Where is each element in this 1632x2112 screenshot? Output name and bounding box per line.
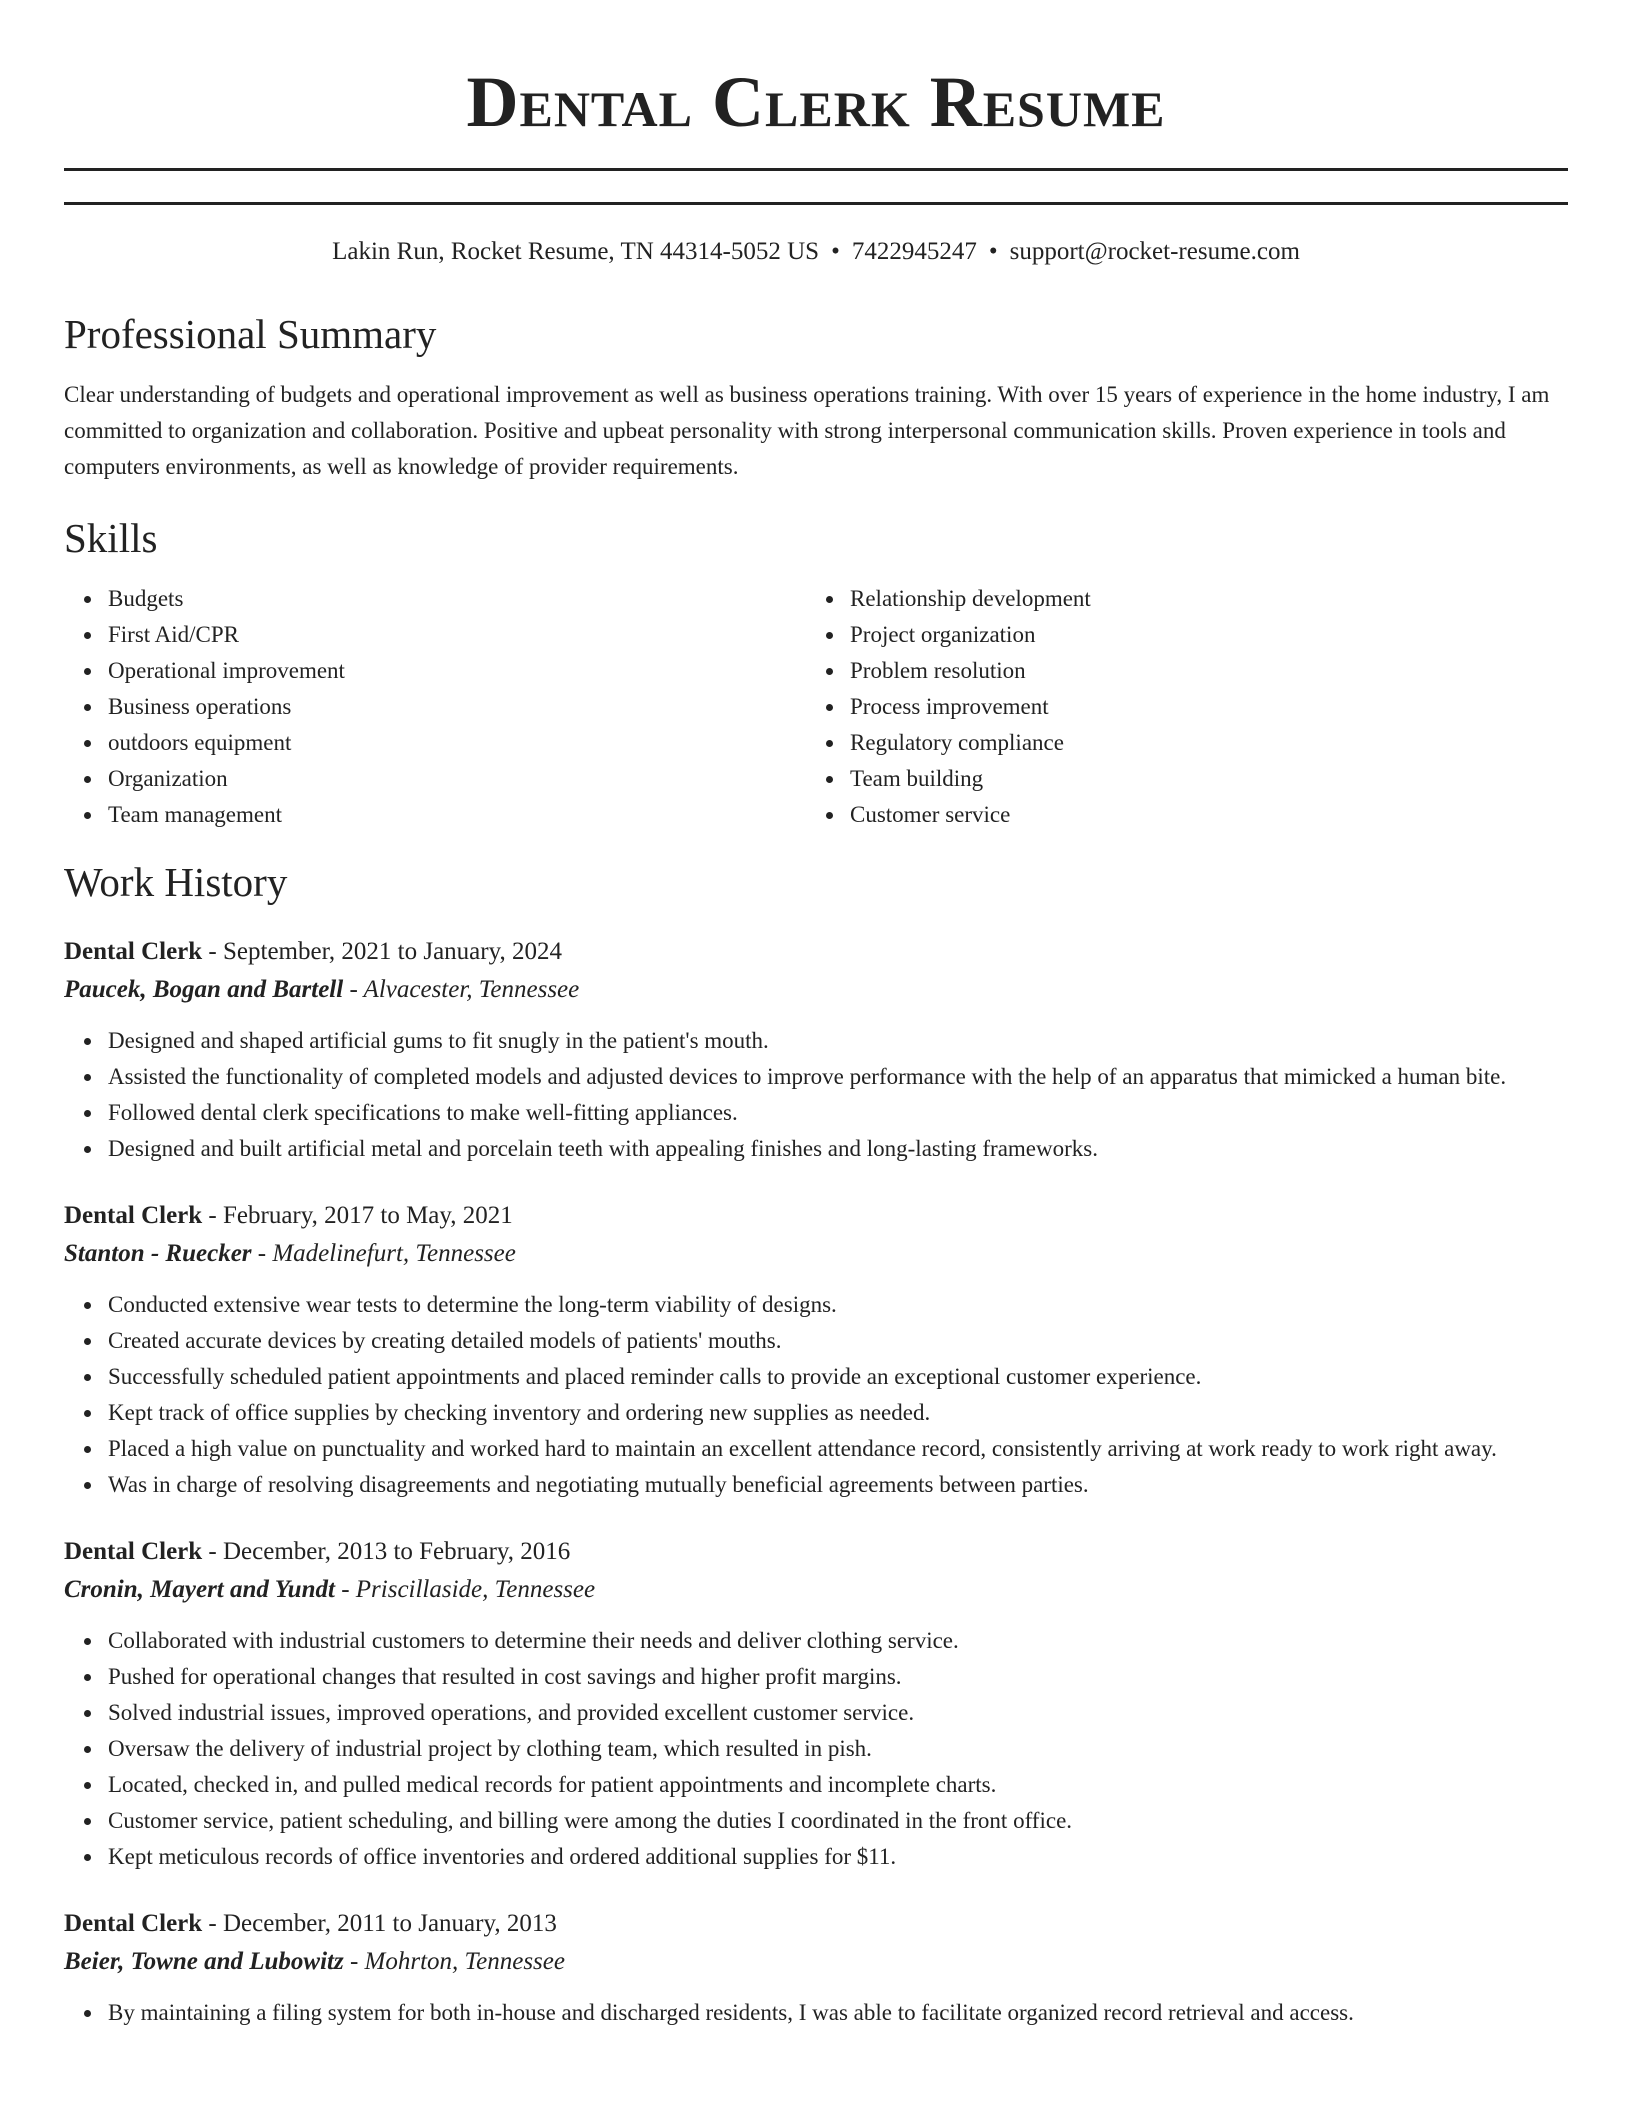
job-company-line: [64, 971, 1568, 1009]
list-item-text: First Aid/CPR: [108, 622, 240, 647]
list-item-text: Customer service: [850, 802, 1011, 827]
list-item-text: Oversaw the delivery of industrial project by clothing team, which resulted in pish.: [108, 1736, 872, 1761]
bullet-icon: [84, 596, 91, 603]
bullet-icon: [826, 812, 833, 819]
job-duties-list: [64, 1023, 1568, 1167]
bullet-icon: [84, 740, 91, 747]
job-location: - Alvacester, Tennessee: [343, 976, 580, 1003]
job-header: [64, 1905, 1568, 1943]
list-item-text: Kept meticulous records of office inventories and ordered additional supplies for $11.: [108, 1844, 897, 1869]
list-item-text: Designed and shaped artificial gums to fit snugly in the patient's mouth.: [108, 1028, 769, 1053]
list-item-text: Process improvement: [850, 694, 1049, 719]
job-duty-item: [108, 1287, 1568, 1323]
job-title: Dental Clerk: [64, 938, 203, 965]
bullet-icon: [826, 632, 833, 639]
skill-item: [850, 653, 1548, 689]
list-item-text: outdoors equipment: [108, 730, 292, 755]
contact-phone: 7422945247: [851, 238, 977, 265]
bullet-icon: [826, 704, 833, 711]
skill-item: [850, 761, 1548, 797]
job-duty-item: [108, 1767, 1568, 1803]
job-duty-item: [108, 1359, 1568, 1395]
resume-page: [64, 0, 1568, 2031]
job-title: Dental Clerk: [64, 1910, 203, 1937]
skill-item: [108, 617, 806, 653]
job-duties-list: [64, 1995, 1568, 2031]
skill-item: [108, 653, 806, 689]
job-entry: [64, 1905, 1568, 2031]
job-duty-item: [108, 1431, 1568, 1467]
list-item-text: Assisted the functionality of completed models and adjusted devices to improve performance with the help of an apparatus that mimicked a human bite.: [108, 1064, 1507, 1089]
job-duty-item: [108, 1467, 1568, 1503]
bullet-icon: [84, 1146, 91, 1153]
bullet-icon: [826, 596, 833, 603]
job-entry: [64, 1197, 1568, 1503]
skills-column-right: [806, 581, 1548, 833]
bullet-icon: [84, 1302, 91, 1309]
bullet-icon: [826, 668, 833, 675]
contact-line: [64, 237, 1568, 267]
job-company: Cronin, Mayert and Yundt: [64, 1576, 335, 1603]
bullet-icon: [84, 704, 91, 711]
job-title: Dental Clerk: [64, 1202, 203, 1229]
job-duty-item: [108, 1323, 1568, 1359]
job-duty-item: [108, 1095, 1568, 1131]
skill-item: [108, 689, 806, 725]
job-duty-item: [108, 1803, 1568, 1839]
skill-item: [108, 581, 806, 617]
job-header: [64, 1197, 1568, 1235]
list-item-text: Created accurate devices by creating detailed models of patients' mouths.: [108, 1328, 782, 1353]
work-history-heading: Work History: [64, 859, 288, 905]
list-item-text: Kept track of office supplies by checking inventory and ordering new supplies as needed.: [108, 1400, 931, 1425]
bullet-icon: [84, 632, 91, 639]
job-entry: [64, 1533, 1568, 1875]
list-item-text: Located, checked in, and pulled medical records for patient appointments and incomplete charts.: [108, 1772, 997, 1797]
job-duty-item: [108, 1059, 1568, 1095]
skill-item: [850, 617, 1548, 653]
list-item-text: Designed and built artificial metal and porcelain teeth with appealing finishes and long-lasting frameworks.: [108, 1136, 1098, 1161]
bullet-icon: [84, 1338, 91, 1345]
job-duty-item: [108, 1695, 1568, 1731]
job-company: Beier, Towne and Lubowitz: [64, 1948, 344, 1975]
list-item-text: Customer service, patient scheduling, and billing were among the duties I coordinated in the front office.: [108, 1808, 1073, 1833]
bullet-icon: [84, 668, 91, 675]
summary-text: Clear understanding of budgets and operational improvement as well as business operations training. With over 15 years of experience in the home industry, I am committed to organization and collaboration. Positive and upbeat personality with strong interpersonal communication skills. Proven experience in tools and computers environments, as well as knowledge of provider requirements.: [64, 382, 1550, 479]
job-company-line: [64, 1235, 1568, 1273]
skills-list: [64, 581, 1568, 833]
list-item-text: Collaborated with industrial customers to determine their needs and deliver clothing service.: [108, 1628, 959, 1653]
work-history-list: [64, 933, 1568, 2031]
list-item-text: Organization: [108, 766, 228, 791]
skills-column-left: [64, 581, 806, 833]
contact-separator: •: [988, 238, 998, 265]
bullet-icon: [84, 1782, 91, 1789]
list-item-text: Relationship development: [850, 586, 1091, 611]
skill-item: [850, 725, 1548, 761]
bullet-icon: [84, 1818, 91, 1825]
skill-item: [108, 725, 806, 761]
bullet-icon: [84, 812, 91, 819]
job-header: [64, 1533, 1568, 1571]
skill-item: [850, 689, 1548, 725]
job-location: - Priscillaside, Tennessee: [334, 1576, 596, 1603]
list-item-text: Pushed for operational changes that resulted in cost savings and higher profit margins.: [108, 1664, 902, 1689]
bullet-icon: [84, 1374, 91, 1381]
job-company: Stanton - Ruecker: [64, 1240, 252, 1267]
job-duty-item: [108, 1995, 1568, 2031]
bullet-icon: [84, 1074, 91, 1081]
list-item-text: Operational improvement: [108, 658, 345, 683]
list-item-text: Business operations: [108, 694, 292, 719]
job-company-line: [64, 1943, 1568, 1981]
skills-heading: Skills: [64, 515, 158, 561]
skill-item: [850, 797, 1548, 833]
job-entry: [64, 933, 1568, 1167]
list-item-text: Problem resolution: [850, 658, 1026, 683]
job-duties-list: [64, 1287, 1568, 1503]
job-company: Paucek, Bogan and Bartell: [64, 976, 344, 1003]
bullet-icon: [826, 740, 833, 747]
job-title: Dental Clerk: [64, 1538, 203, 1565]
resume-title: Dental Clerk Resume: [466, 62, 1166, 142]
bullet-icon: [84, 1674, 91, 1681]
contact-email: support@rocket-resume.com: [1009, 238, 1300, 265]
list-item-text: Budgets: [108, 586, 184, 611]
job-dates: - September, 2021 to January, 2024: [202, 938, 562, 965]
contact-address: Lakin Run, Rocket Resume, TN 44314-5052 US: [332, 238, 820, 265]
skill-item: [108, 797, 806, 833]
job-duty-item: [108, 1395, 1568, 1431]
bullet-icon: [84, 1038, 91, 1045]
list-item-text: Project organization: [850, 622, 1036, 647]
bullet-icon: [84, 1110, 91, 1117]
summary-heading: Professional Summary: [64, 311, 437, 357]
list-item-text: Team building: [850, 766, 984, 791]
job-duty-item: [108, 1623, 1568, 1659]
list-item-text: Team management: [108, 802, 283, 827]
list-item-text: Followed dental clerk specifications to make well-fitting appliances.: [108, 1100, 738, 1125]
bullet-icon: [84, 1638, 91, 1645]
job-dates: - December, 2013 to February, 2016: [202, 1538, 571, 1565]
job-duty-item: [108, 1023, 1568, 1059]
list-item-text: By maintaining a filing system for both in-house and discharged residents, I was able to facilitate organized record retrieval and access.: [108, 2000, 1354, 2025]
list-item-text: Successfully scheduled patient appointments and placed reminder calls to provide an exceptional customer experience.: [108, 1364, 1202, 1389]
contact-separator: •: [831, 238, 840, 265]
job-dates: - February, 2017 to May, 2021: [202, 1202, 513, 1229]
bullet-icon: [84, 1710, 91, 1717]
job-duty-item: [108, 1731, 1568, 1767]
job-dates: - December, 2011 to January, 2013: [202, 1910, 557, 1937]
title-divider-bottom: [64, 202, 1568, 205]
skill-item: [108, 761, 806, 797]
skill-item: [850, 581, 1548, 617]
job-duty-item: [108, 1659, 1568, 1695]
bullet-icon: [84, 1410, 91, 1417]
job-duty-item: [108, 1839, 1568, 1875]
list-item-text: Conducted extensive wear tests to determine the long-term viability of designs.: [108, 1292, 837, 1317]
list-item-text: Placed a high value on punctuality and worked hard to maintain an excellent attendance record, consistently arriving at work ready to work right away.: [108, 1436, 1497, 1461]
list-item-text: Was in charge of resolving disagreements and negotiating mutually beneficial agreements between parties.: [108, 1472, 1089, 1497]
list-item-text: Solved industrial issues, improved operations, and provided excellent customer service.: [108, 1700, 915, 1725]
job-duty-item: [108, 1131, 1568, 1167]
bullet-icon: [84, 1446, 91, 1453]
bullet-icon: [84, 1854, 91, 1861]
list-item-text: Regulatory compliance: [850, 730, 1064, 755]
bullet-icon: [84, 1746, 91, 1753]
bullet-icon: [84, 1482, 91, 1489]
bullet-icon: [84, 776, 91, 783]
bullet-icon: [826, 776, 833, 783]
job-duties-list: [64, 1623, 1568, 1875]
job-location: - Madelinefurt, Tennessee: [251, 1240, 516, 1267]
bullet-icon: [84, 2010, 91, 2017]
job-location: - Mohrton, Tennessee: [343, 1948, 565, 1975]
job-header: [64, 933, 1568, 971]
job-company-line: [64, 1571, 1568, 1609]
